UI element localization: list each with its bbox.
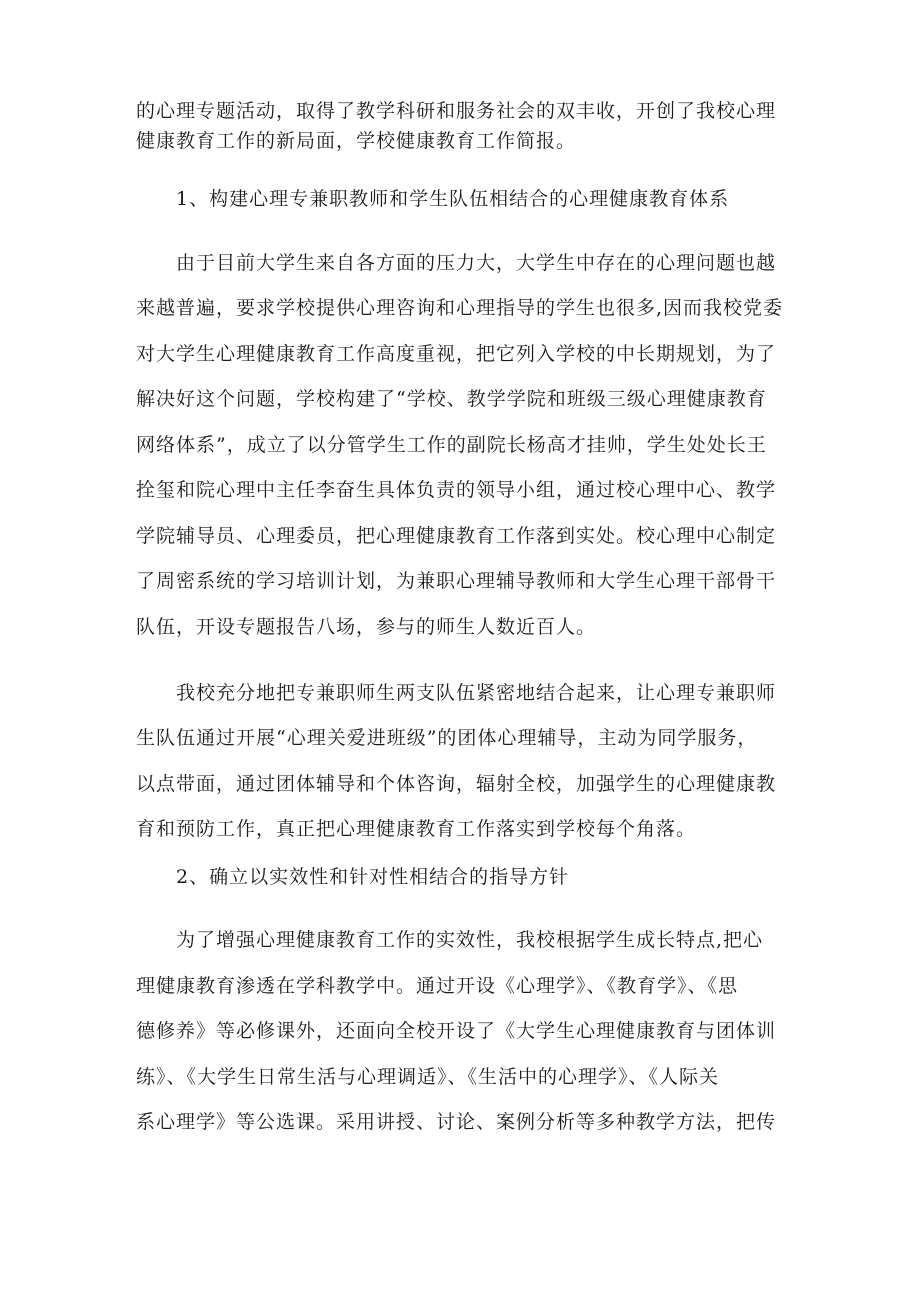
paragraph-line: 理健康教育渗透在学科教学中。通过开设《心理学》、《教育学》、《思: [136, 975, 739, 997]
paragraph-line: 我校充分地把专兼职师生两支队伍紧密地结合起来，让心理专兼职师: [176, 682, 777, 704]
paragraph-line: 拴玺和院心理中主任李奋生具体负责的领导小组，通过校心理中心、教学: [136, 479, 777, 501]
paragraph-line: 生队伍通过开展“心理关爱进班级”的团体心理辅导，主动为同学服务，: [136, 727, 758, 749]
paragraph-line: 解决好这个问题，学校构建了“学校、教学学院和班级三级心理健康教育: [136, 388, 767, 410]
paragraph-line: 来越普遍，要求学校提供心理咨询和心理指导的学生也很多,因而我校党委: [136, 297, 784, 319]
paragraph-line: 德修养》等必修课外，还面向全校开设了《大学生心理健康教育与团体训: [136, 1020, 777, 1042]
paragraph-line: 了周密系统的学习培训计划，为兼职心理辅导教师和大学生心理干部骨干: [136, 570, 777, 592]
paragraph-line: 对大学生心理健康教育工作高度重视，把它列入学校的中长期规划，为了: [136, 343, 777, 365]
paragraph-line: 由于目前大学生来自各方面的压力大，大学生中存在的心理问题也越: [176, 252, 777, 274]
paragraph-line: 网络体系”，成立了以分管学生工作的副院长杨高才挂帅，学生处处长王: [136, 434, 767, 456]
paragraph-line: 队伍，开设专题报告八场，参与的师生人数近百人。: [136, 616, 597, 638]
paragraph-line: 为了增强心理健康教育工作的实效性，我校根据学生成长特点,把心: [176, 929, 764, 951]
paragraph-line: 以点带面，通过团体辅导和个体咨询，辐射全校，加强学生的心理健康教: [136, 773, 777, 795]
paragraph-line: 练》、《大学生日常生活与心理调适》、《生活中的心理学》、《人际关: [136, 1066, 720, 1088]
paragraph-line: 育和预防工作，真正把心理健康教育工作落实到学校每个角落。: [136, 818, 697, 840]
paragraph-line: 的心理专题活动，取得了教学科研和服务社会的双丰收，开创了我校心理: [136, 100, 777, 122]
paragraph-line: 健康教育工作的新局面，学校健康教育工作简报。: [136, 130, 577, 152]
paragraph-line: 学院辅导员、心理委员，把心理健康教育工作落到实处。校心理中心制定: [136, 525, 777, 547]
section-heading: 2、确立以实效性和针对性相结合的指导方针: [176, 866, 570, 888]
section-heading: 1、构建心理专兼职教师和学生队伍相结合的心理健康教育体系: [176, 188, 730, 210]
paragraph-line: 系心理学》等公选课。采用讲授、讨论、案例分析等多种教学方法，把传: [136, 1111, 777, 1133]
